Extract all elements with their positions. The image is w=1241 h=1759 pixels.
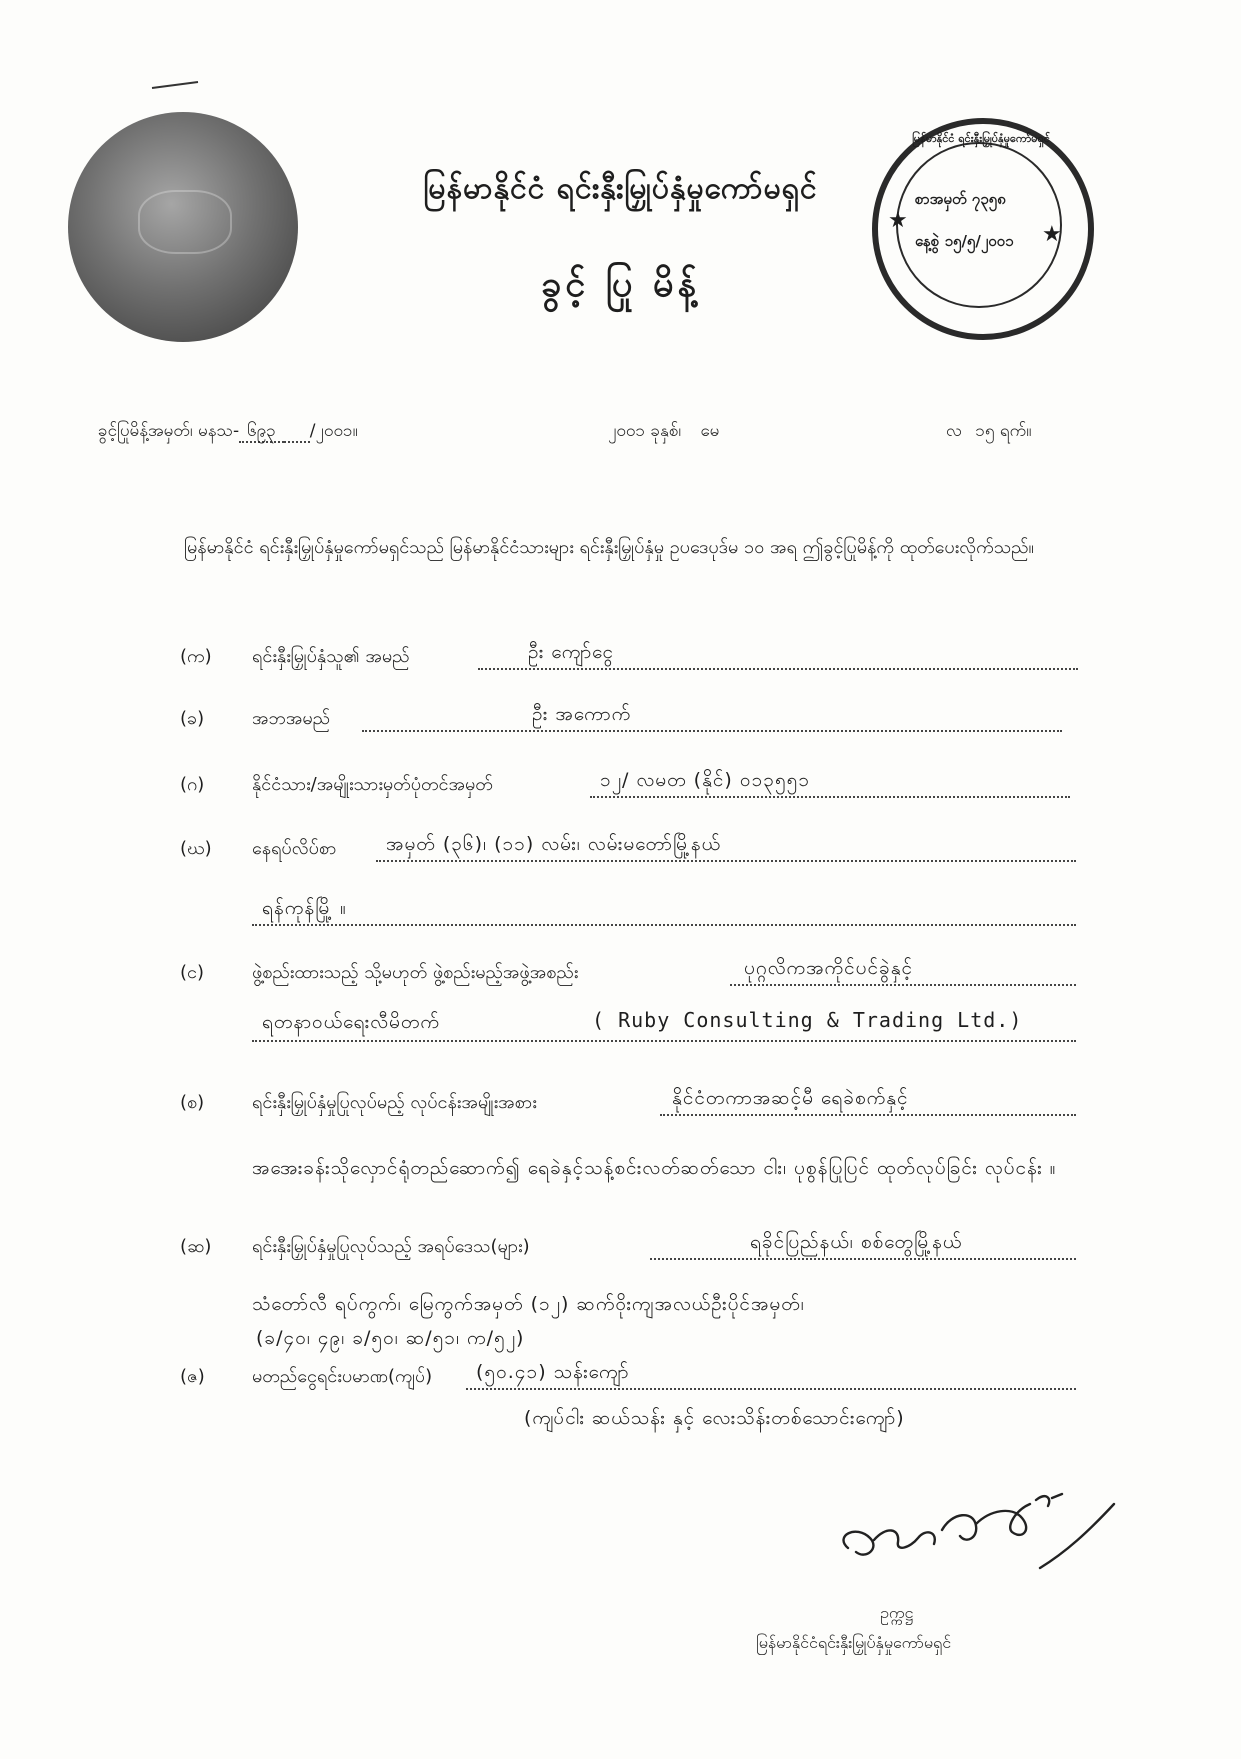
item-letter: (င) [180,962,205,983]
father-name-label: အဘအမည် [252,708,331,729]
organization-value-mm: ရတနာဝယ်ရေးလီမိတက် [262,1011,440,1033]
stamp-letter-no: စာအမှတ် ၇၃၅၈ [915,190,1006,208]
item-letter: (ဆ) [180,1236,212,1257]
location-value-line3: (ခ/၄၀၊ ၄၉၊ ခ/၅၀၊ ဆ/၅၁၊ က/၅၂) [256,1327,525,1349]
location-value-line2: သံတော်လီ ရပ်ကွက်၊ မြေကွက်အမှတ် (၁၂) ဆက်ဝိုးကျအလယ်ဦးပိုင်အမှတ်၊ [252,1293,805,1315]
location-label: ရင်းနှီးမြှုပ်နှံမှုပြုလုပ်သည့် အရပ်ဒေသ(များ) [252,1236,530,1257]
date-month: မေ [700,421,720,441]
organization-value-en: ( Ruby Consulting & Trading Ltd.) [592,1008,1023,1032]
nrc-value: ၁၂/ လမတ (နိုင်) ၀၁၃၅၅၁ [590,768,1070,798]
item-letter: (စ) [180,1092,205,1113]
document-title: မြန်မာနိုင်ငံ ရင်းနှီးမြှုပ်နှံမှုကော်မရှင် [423,171,818,206]
item-letter: (ဃ) [180,838,212,859]
date-day-suffix: ရက်။ [999,421,1032,441]
organization-label: ဖွဲ့စည်းထားသည့် သို့မဟုတ် ဖွဲ့စည်းမည့်အဖွဲ့အစည်း [252,962,579,983]
investor-name-value: ဦး ကျော်ငွေ [478,640,1078,670]
business-type-value-cont: အအေးခန်းသိုလှောင်ရုံတည်ဆောက်၍ ရေခဲနှင့်သန့်စင်းလတ်ဆတ်သော ငါး၊ ပုစွန်ပြုပြင် ထုတ်လုပ်ခြင်း လုပ်ငန်း ။ [252,1157,1057,1179]
address-value-line2: ရန်ကုန်မြို့ ။ [252,896,1076,926]
investor-name-label: ရင်းနှီးမြှုပ်နှံသူ၏ အမည် [252,646,410,667]
star-icon: ★ [888,208,908,233]
issue-day-line [946,420,1031,445]
capital-value: (၅၀.၄၁) သန်းကျော် [466,1360,1076,1390]
address-label: နေရပ်လိပ်စာ [252,838,337,859]
document-subtitle: ခွင့် ပြု မိန့် [540,264,701,305]
permit-no-label: ခွင့်ပြုမိန့်အမှတ်၊ မနသ- [98,421,240,441]
business-type-label: ရင်းနှီးမြှုပ်နှံမှုပြုလုပ်မည့် လုပ်ငန်းအမျိုးအစား [252,1092,537,1113]
permit-year: /၂၀၀၁။ [309,421,358,441]
capital-value-words: (ကျပ်ငါး ဆယ်သန်း နှင့် လေးသိန်းတစ်သောင်းကျော်) [524,1407,905,1429]
issue-date-line [608,420,719,445]
item-letter: (ဇ) [180,1366,205,1387]
item-letter: (ဂ) [180,774,205,795]
stamp-org: မြန်မာနိုင်ငံ ရင်းနှီးမြှုပ်နှံမှုကော်မရှင် [912,132,1050,145]
stamp-date: နေ့စွဲ ၁၅/၅/၂၀၀၁ [915,232,1014,250]
business-type-value: နိုင်ငံတကာအဆင့်မီ ရေခဲစက်နှင့် [660,1086,1076,1116]
signatory-organization: မြန်မာနိုင်ငံရင်းနှီးမြှုပ်နှံမှုကော်မရှင် [756,1633,952,1652]
intro-paragraph: မြန်မာနိုင်ငံ ရင်းနှီးမြှုပ်နှံမှုကော်မရှင်သည် မြန်မာနိုင်ငံသားများ ရင်းနှီးမြှုပ်နှံမှု ဥပဒေပုဒ်မ ၁၀ အရ ဤခွင့်ပြုမိန့်ကို ထုတ်ပေးလိုက်သည်။ [184,537,1034,558]
date-day: ၁၅ [975,421,995,441]
permit-no-value: ၆၉၃ [239,421,284,443]
star-icon: ★ [1042,222,1062,247]
signatory-role: ဥက္ကဋ္ဌ [880,1603,914,1622]
pen-mark [150,78,200,92]
capital-label: မတည်ငွေရင်းပမာဏ(ကျပ်) [252,1366,433,1387]
handwritten-signature [826,1440,1126,1590]
father-name-value: ဦး အကောက် [362,702,1062,732]
organization-value: ပုဂ္ဂလိကအကိုင်ပင်ခွဲနှင့် [730,956,1076,986]
date-day-prefix: လ [946,421,962,441]
date-year: ၂၀၀၁ ခုနှစ်၊ [608,421,682,441]
nrc-label: နိုင်ငံသား/အမျိုးသားမှတ်ပုံတင်အမှတ် [252,774,493,795]
organization-line2 [252,1008,1076,1042]
permit-number-line [98,420,358,445]
address-value: အမှတ် (၃၆)၊ (၁၁) လမ်း၊ လမ်းမတော်မြို့နယ် [376,832,1076,862]
item-letter: (ခ) [180,708,205,729]
location-value: ရခိုင်ပြည်နယ်၊ စစ်တွေမြို့နယ် [650,1230,1076,1260]
item-letter: (က) [180,646,212,667]
